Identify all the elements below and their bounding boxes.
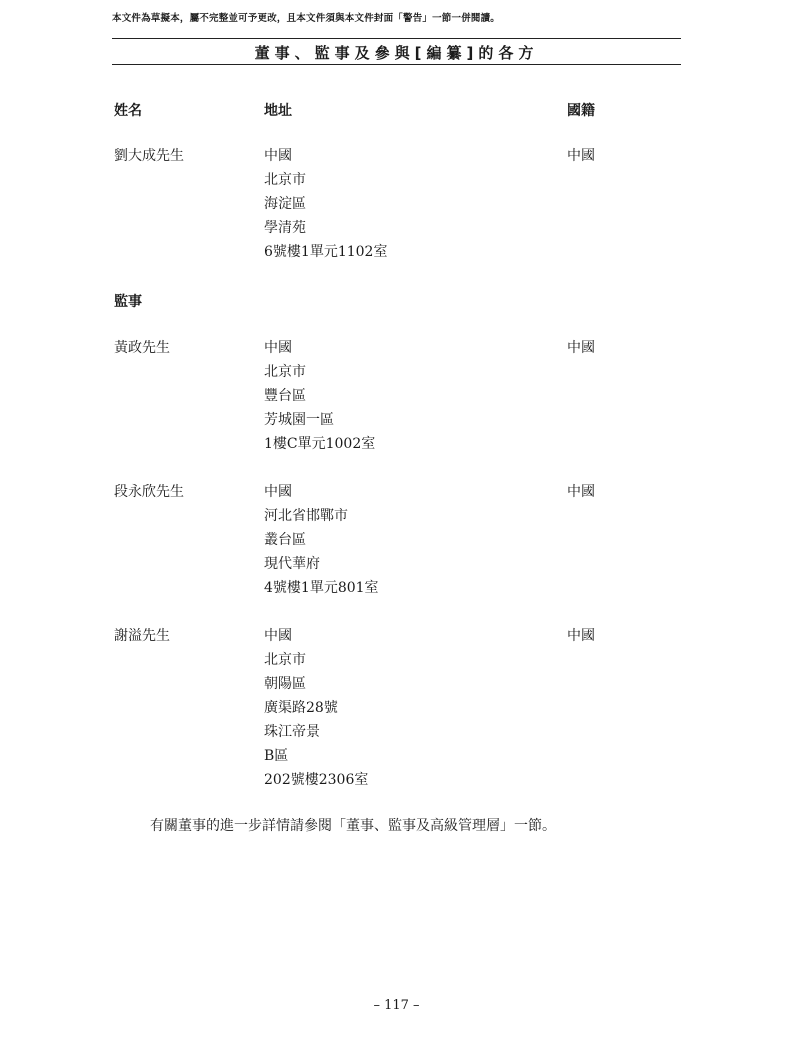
address-line: 北京市 bbox=[264, 652, 306, 668]
column-header-nationality: 國籍 bbox=[567, 103, 595, 119]
reference-note: 有關董事的進一步詳情請參閱「董事、監事及高級管理層」一節。 bbox=[150, 818, 556, 834]
section-heading-supervisors: 監事 bbox=[114, 294, 142, 310]
page-number: – 117 – bbox=[373, 998, 420, 1013]
address-line: 202號樓2306室 bbox=[264, 772, 369, 788]
address-line: 現代華府 bbox=[264, 556, 320, 572]
title-top-rule bbox=[112, 38, 681, 39]
address-line: 4號樓1單元801室 bbox=[264, 580, 379, 596]
address-line: 芳城園一區 bbox=[264, 412, 334, 428]
address-line: 中國 bbox=[264, 628, 292, 644]
title-bottom-rule bbox=[112, 64, 681, 65]
draft-warning: 本文件為草擬本，屬不完整並可予更改，且本文件須與本文件封面「警告」一節一併閱讀。 bbox=[112, 13, 501, 24]
person-address bbox=[264, 480, 379, 600]
person-address bbox=[264, 624, 368, 792]
person-address bbox=[264, 144, 387, 264]
person-name: 段永欣先生 bbox=[114, 484, 184, 500]
page-title: 董事、監事及參與[編纂]的各方 bbox=[254, 44, 539, 62]
address-line: 北京市 bbox=[264, 172, 306, 188]
person-nationality: 中國 bbox=[567, 628, 595, 644]
person-nationality: 中國 bbox=[567, 148, 595, 164]
person-nationality: 中國 bbox=[567, 340, 595, 356]
address-line: 6號樓1單元1102室 bbox=[264, 244, 388, 260]
address-line: B區 bbox=[264, 748, 289, 764]
column-header-name: 姓名 bbox=[114, 103, 142, 119]
person-name: 謝溢先生 bbox=[114, 628, 170, 644]
address-line: 北京市 bbox=[264, 364, 306, 380]
address-line: 中國 bbox=[264, 484, 292, 500]
column-header-address: 地址 bbox=[264, 103, 292, 119]
person-nationality: 中國 bbox=[567, 484, 595, 500]
address-line: 中國 bbox=[264, 340, 292, 356]
person-name: 劉大成先生 bbox=[114, 148, 184, 164]
address-line: 珠江帝景 bbox=[264, 724, 320, 740]
address-line: 廣渠路28號 bbox=[264, 700, 338, 716]
address-line: 河北省邯鄲市 bbox=[264, 508, 348, 524]
address-line: 朝陽區 bbox=[264, 676, 306, 692]
address-line: 1樓C單元1002室 bbox=[264, 436, 376, 452]
address-line: 豐台區 bbox=[264, 388, 306, 404]
address-line: 海淀區 bbox=[264, 196, 306, 212]
address-line: 中國 bbox=[264, 148, 292, 164]
person-name: 黃政先生 bbox=[114, 340, 170, 356]
address-line: 學清苑 bbox=[264, 220, 306, 236]
address-line: 叢台區 bbox=[264, 532, 306, 548]
person-address bbox=[264, 336, 375, 456]
